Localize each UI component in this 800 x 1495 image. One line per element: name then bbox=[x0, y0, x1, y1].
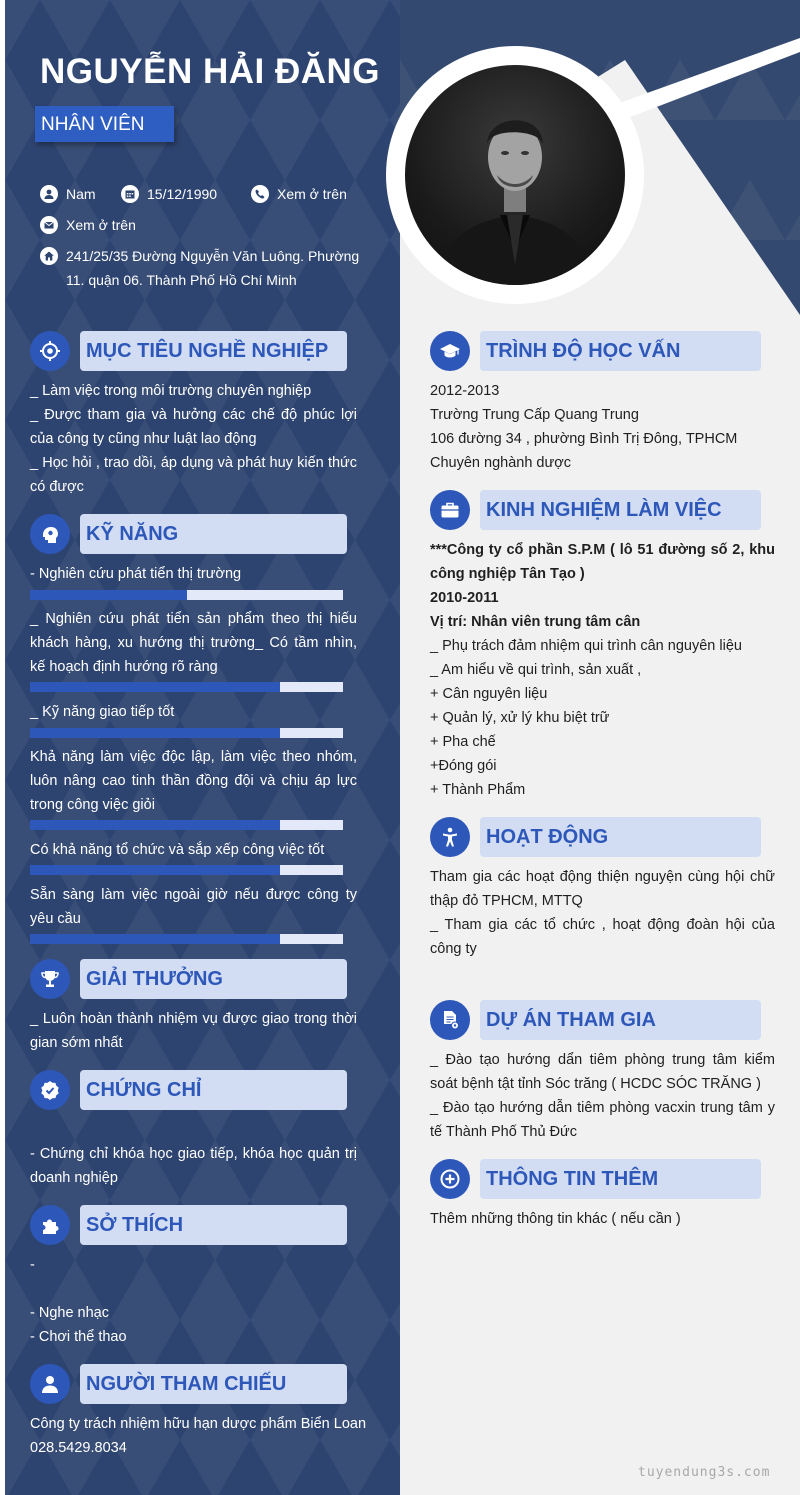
experience-position: Vị trí: Nhân viên trung tâm cân bbox=[430, 614, 641, 630]
mail-icon bbox=[40, 216, 58, 234]
address-value: 241/25/35 Đường Nguyễn Văn Luông. Phường 11. quận 06. Thành Phố Hồ Chí Minh bbox=[66, 248, 360, 288]
skill-text: _ Nghiên cứu phát tiển sản phẩm theo thị hiếu khách hàng, xu hướng thị trường_ Có tầm nhìn, kế hoạch định hướng rõ ràng bbox=[30, 611, 357, 675]
portrait-image bbox=[405, 65, 625, 285]
projects-title: DỰ ÁN THAM GIA bbox=[480, 1000, 761, 1040]
section-references bbox=[30, 1364, 347, 1404]
activities-text bbox=[430, 865, 775, 961]
dob-item bbox=[121, 182, 217, 206]
section-education bbox=[430, 331, 761, 371]
section-activities bbox=[430, 817, 761, 857]
badge-check-icon bbox=[30, 1070, 70, 1110]
home-icon bbox=[40, 247, 58, 265]
user-icon bbox=[40, 185, 58, 203]
hobby-line: - bbox=[30, 1257, 35, 1273]
education-title: TRÌNH ĐỘ HỌC VẤN bbox=[480, 331, 761, 371]
skill-bar bbox=[30, 728, 343, 738]
certificates-text: - Chứng chỉ khóa học giao tiếp, khóa học quản trị doanh nghiệp bbox=[30, 1146, 357, 1186]
objective-line: _ Học hỏi , trao dồi, áp dụng và phát huy kiến thức có được bbox=[30, 455, 357, 495]
section-experience bbox=[430, 490, 761, 530]
skill-bar-fill bbox=[30, 865, 280, 875]
skill-text: Sẵn sàng làm việc ngoài giờ nếu được công ty yêu cầu bbox=[30, 887, 357, 927]
certificates-title: CHỨNG CHỈ bbox=[80, 1070, 347, 1110]
experience-company: ***Công ty cổ phần S.P.M ( lô 51 đường số 2, khu công nghiệp Tân Tạo ) bbox=[430, 542, 775, 582]
skill-text: - Nghiên cứu phát tiển thị trường bbox=[30, 566, 242, 582]
section-hobbies bbox=[30, 1205, 347, 1245]
experience-period: 2010-2011 bbox=[430, 590, 499, 606]
accessibility-icon bbox=[430, 817, 470, 857]
watermark: tuyendung3s.com bbox=[638, 1465, 771, 1480]
skill-bar-fill bbox=[30, 590, 187, 600]
puzzle-icon bbox=[30, 1205, 70, 1245]
gender-item bbox=[40, 182, 96, 206]
document-settings-icon bbox=[430, 1000, 470, 1040]
experience-title: KINH NGHIỆM LÀM VIỆC bbox=[480, 490, 761, 530]
section-projects bbox=[430, 1000, 761, 1040]
avatar bbox=[405, 65, 625, 285]
target-icon bbox=[30, 331, 70, 371]
skill-text: _ Kỹ năng giao tiếp tốt bbox=[30, 704, 175, 720]
reference-line: Công ty trách nhiệm hữu hạn dược phẩm Biển Loan bbox=[30, 1416, 367, 1432]
awards-text: _ Luôn hoàn thành nhiệm vụ được giao trong thời gian sớm nhất bbox=[30, 1011, 357, 1051]
more-info-title: THÔNG TIN THÊM bbox=[480, 1159, 761, 1199]
education-line: Trường Trung Cấp Quang Trung bbox=[430, 407, 639, 423]
references-title: NGƯỜI THAM CHIẾU bbox=[80, 1364, 347, 1404]
skill-bar-fill bbox=[30, 820, 280, 830]
candidate-name: NGUYỄN HẢI ĐĂNG bbox=[40, 52, 381, 91]
activity-line: _ Tham gia các tổ chức , hoạt động đoàn hội của công ty bbox=[430, 917, 775, 957]
section-skills bbox=[30, 514, 347, 554]
section-objective bbox=[30, 331, 347, 371]
role-badge: NHÂN VIÊN bbox=[35, 106, 174, 142]
dob-value: 15/12/1990 bbox=[147, 186, 218, 202]
experience-line: _ Phụ trách đảm nhiệm qui trình cân nguyên liệu bbox=[430, 638, 742, 654]
skills-title: KỸ NĂNG bbox=[80, 514, 347, 554]
calendar-icon bbox=[121, 185, 139, 203]
hobbies-title: SỞ THÍCH bbox=[80, 1205, 347, 1245]
skill-text: Khả năng làm việc độc lập, làm việc theo nhóm, luôn nâng cao tinh thần đồng đội và chịu áp lực trong công việc giỏi bbox=[30, 749, 357, 813]
objective-text bbox=[30, 379, 357, 499]
skill-text: Có khả năng tổ chức và sắp xếp công việc tốt bbox=[30, 842, 325, 858]
objective-line: _ Được tham gia và hưởng các chế độ phúc lợi của công ty cũng như luật lao động bbox=[30, 407, 357, 447]
experience-line: +Đóng gói bbox=[430, 758, 497, 774]
email-value: Xem ở trên bbox=[66, 217, 136, 233]
phone-value: Xem ở trên bbox=[277, 186, 347, 202]
education-line: 106 đường 34 , phường Bình Trị Đông, TPHCM bbox=[430, 431, 738, 447]
objective-line: _ Làm việc trong môi trường chuyên nghiệp bbox=[30, 383, 312, 399]
skill-bar-fill bbox=[30, 934, 280, 944]
skill-bar bbox=[30, 820, 343, 830]
section-awards bbox=[30, 959, 347, 999]
activities-title: HOẠT ĐỘNG bbox=[480, 817, 761, 857]
project-line: _ Đào tạo hướng dẫn tiêm phòng vacxin trung tâm y tế Thành Phố Thủ Đức bbox=[430, 1100, 775, 1140]
skill-bar bbox=[30, 865, 343, 875]
experience-line: + Pha chế bbox=[430, 734, 496, 750]
experience-line: + Cân nguyên liệu bbox=[430, 686, 548, 702]
experience-line: + Quản lý, xử lý khu biệt trữ bbox=[430, 710, 610, 726]
trophy-icon bbox=[30, 959, 70, 999]
experience-line: _ Am hiểu về qui trình, sản xuất , bbox=[430, 662, 642, 678]
education-text bbox=[430, 379, 775, 475]
hobby-line: - Nghe nhạc bbox=[30, 1305, 109, 1321]
references-text bbox=[30, 1412, 370, 1460]
awards-title: GIẢI THƯỞNG bbox=[80, 959, 347, 999]
section-more-info bbox=[430, 1159, 761, 1199]
skill-bar-fill bbox=[30, 728, 280, 738]
hobby-line: - Chơi thể thao bbox=[30, 1329, 127, 1345]
reference-line: 028.5429.8034 bbox=[30, 1440, 127, 1456]
skill-bar-fill bbox=[30, 682, 280, 692]
address-item bbox=[40, 244, 380, 292]
objective-title: MỤC TIÊU NGHỀ NGHIỆP bbox=[80, 331, 347, 371]
person-icon bbox=[30, 1364, 70, 1404]
experience-line: + Thành Phẩm bbox=[430, 782, 526, 798]
plus-circle-icon bbox=[430, 1159, 470, 1199]
project-line: _ Đào tạo hướng dẩn tiêm phòng trung tâm kiểm soát bệnh tật tỉnh Sóc trăng ( HCDC SÓC TRĂNG ) bbox=[430, 1052, 775, 1092]
activity-line: Tham gia các hoạt động thiện nguyện cùng hội chữ thập đỏ TPHCM, MTTQ bbox=[430, 869, 775, 909]
email-item bbox=[40, 213, 136, 237]
skill-bar bbox=[30, 934, 343, 944]
phone-icon bbox=[251, 185, 269, 203]
more-info-text: Thêm những thông tin khác ( nếu cần ) bbox=[430, 1211, 681, 1227]
phone-item bbox=[251, 182, 347, 206]
briefcase-icon bbox=[430, 490, 470, 530]
projects-text bbox=[430, 1048, 775, 1144]
education-line: 2012-2013 bbox=[430, 383, 500, 399]
education-line: Chuyên nghành dược bbox=[430, 455, 571, 471]
skill-bar bbox=[30, 682, 343, 692]
experience-text bbox=[430, 538, 775, 802]
head-gear-icon bbox=[30, 514, 70, 554]
skill-bar bbox=[30, 590, 343, 600]
section-certificates bbox=[30, 1070, 347, 1110]
gender-value: Nam bbox=[66, 186, 96, 202]
graduation-cap-icon bbox=[430, 331, 470, 371]
